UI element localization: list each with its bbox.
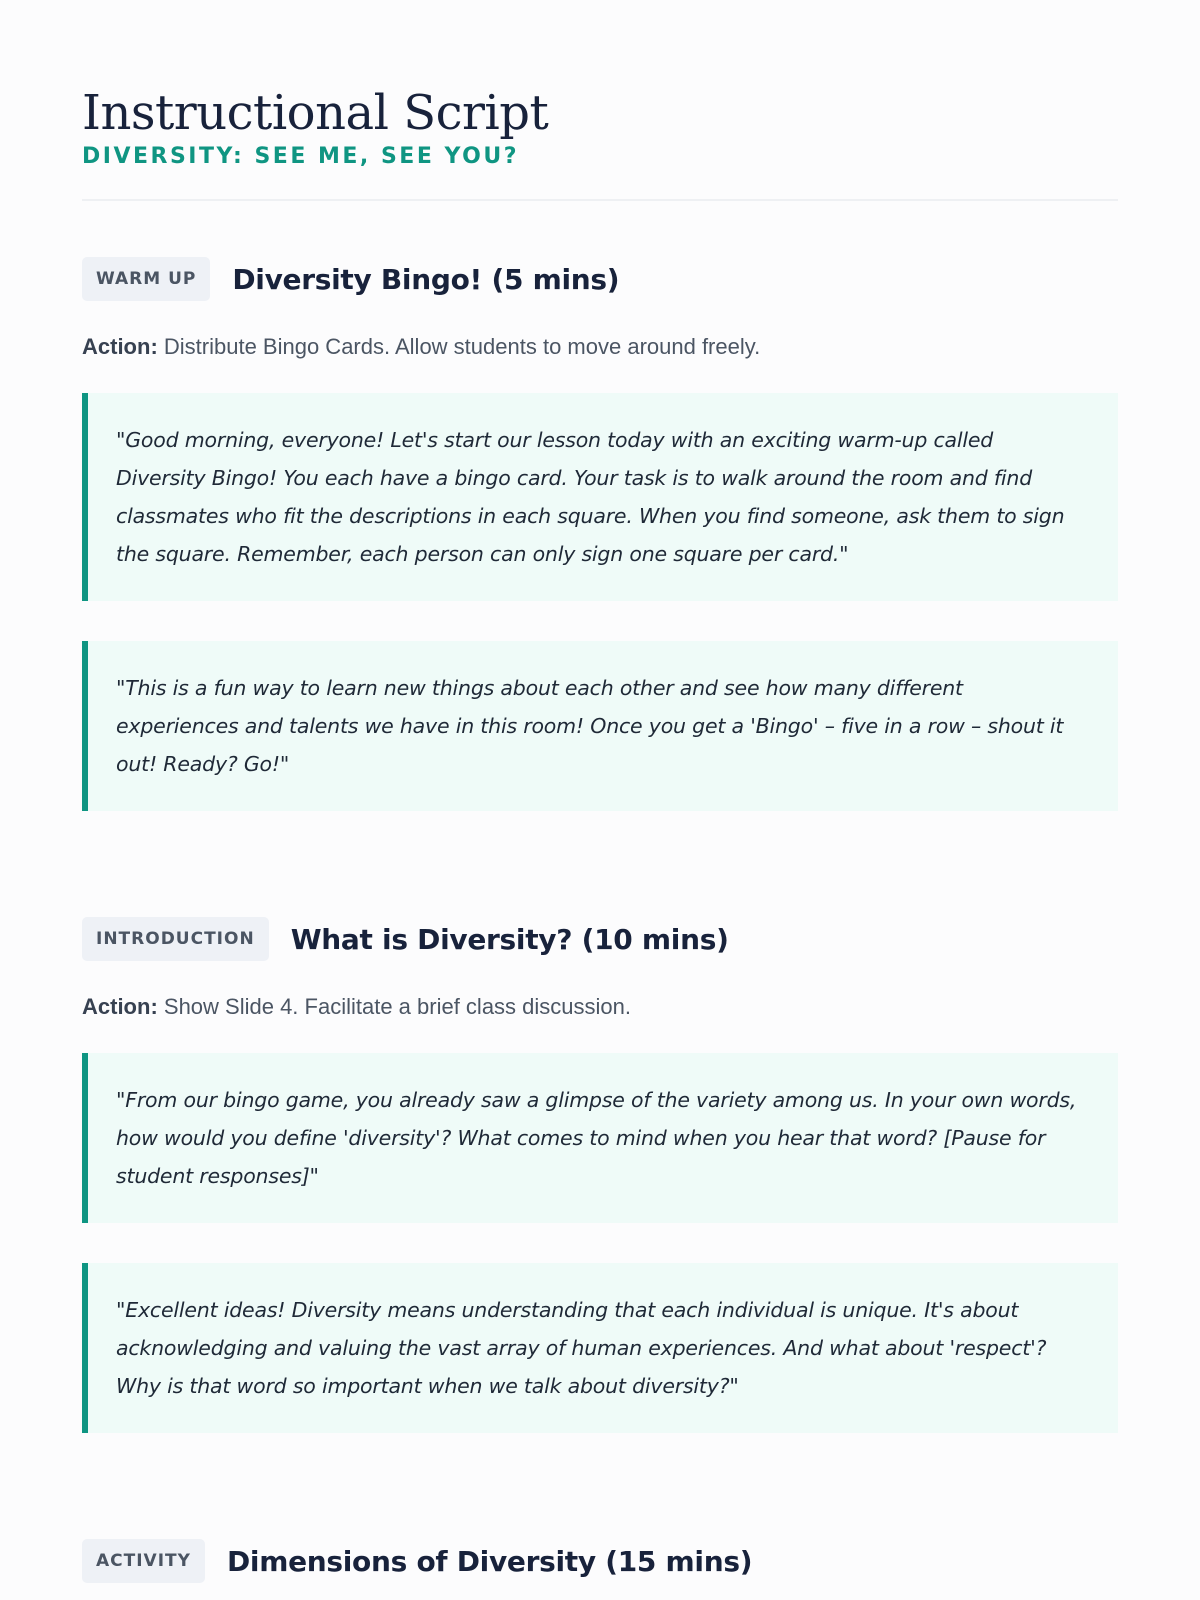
script-quote: "Good morning, everyone! Let's start our lesson today with an exciting warm-up called Diversity Bingo! You each have a bingo card. Your task is to walk around the room and find classmates who fit the descriptions in each square. When you find someone, ask them to sign the square. Remember, each person can only sign one square per card." xyxy=(82,393,1118,601)
section-header xyxy=(82,257,1118,301)
page-title: Instructional Script xyxy=(82,85,549,141)
page-subtitle: DIVERSITY: SEE ME, SEE YOU? xyxy=(82,144,519,169)
script-quote: "Excellent ideas! Diversity means understanding that each individual is unique. It's about acknowledging and valuing the vast array of human experiences. And what about 'respect'? Why is that word so important when we talk about diversity?" xyxy=(82,1263,1118,1433)
section-title: Diversity Bingo! (5 mins) xyxy=(232,262,620,296)
script-quote: "From our bingo game, you already saw a glimpse of the variety among us. In your own words, how would you define 'diversity'? What comes to mind when you hear that word? [Pause for student responses]" xyxy=(82,1053,1118,1223)
section-badge: ACTIVITY xyxy=(82,1539,205,1583)
section-header xyxy=(82,917,1118,961)
section-warm-up xyxy=(82,257,1118,811)
section-activity xyxy=(82,1539,1118,1583)
action-label: Action: xyxy=(82,994,158,1019)
section-title: What is Diversity? (10 mins) xyxy=(290,922,729,956)
section-badge: INTRODUCTION xyxy=(82,917,269,961)
action-line xyxy=(82,331,1118,363)
action-text: Show Slide 4. Facilitate a brief class discussion. xyxy=(163,994,631,1019)
header-divider xyxy=(82,199,1118,201)
action-line xyxy=(82,991,1118,1023)
script-quote: "This is a fun way to learn new things about each other and see how many different experiences and talents we have in this room! Once you get a 'Bingo' – five in a row – shout it out! Ready? Go!" xyxy=(82,641,1118,811)
section-introduction xyxy=(82,917,1118,1433)
section-title: Dimensions of Diversity (15 mins) xyxy=(226,1544,753,1578)
action-text: Distribute Bingo Cards. Allow students to move around freely. xyxy=(163,334,761,359)
section-header xyxy=(82,1539,1118,1583)
section-badge: WARM UP xyxy=(82,257,210,301)
action-label: Action: xyxy=(82,334,158,359)
